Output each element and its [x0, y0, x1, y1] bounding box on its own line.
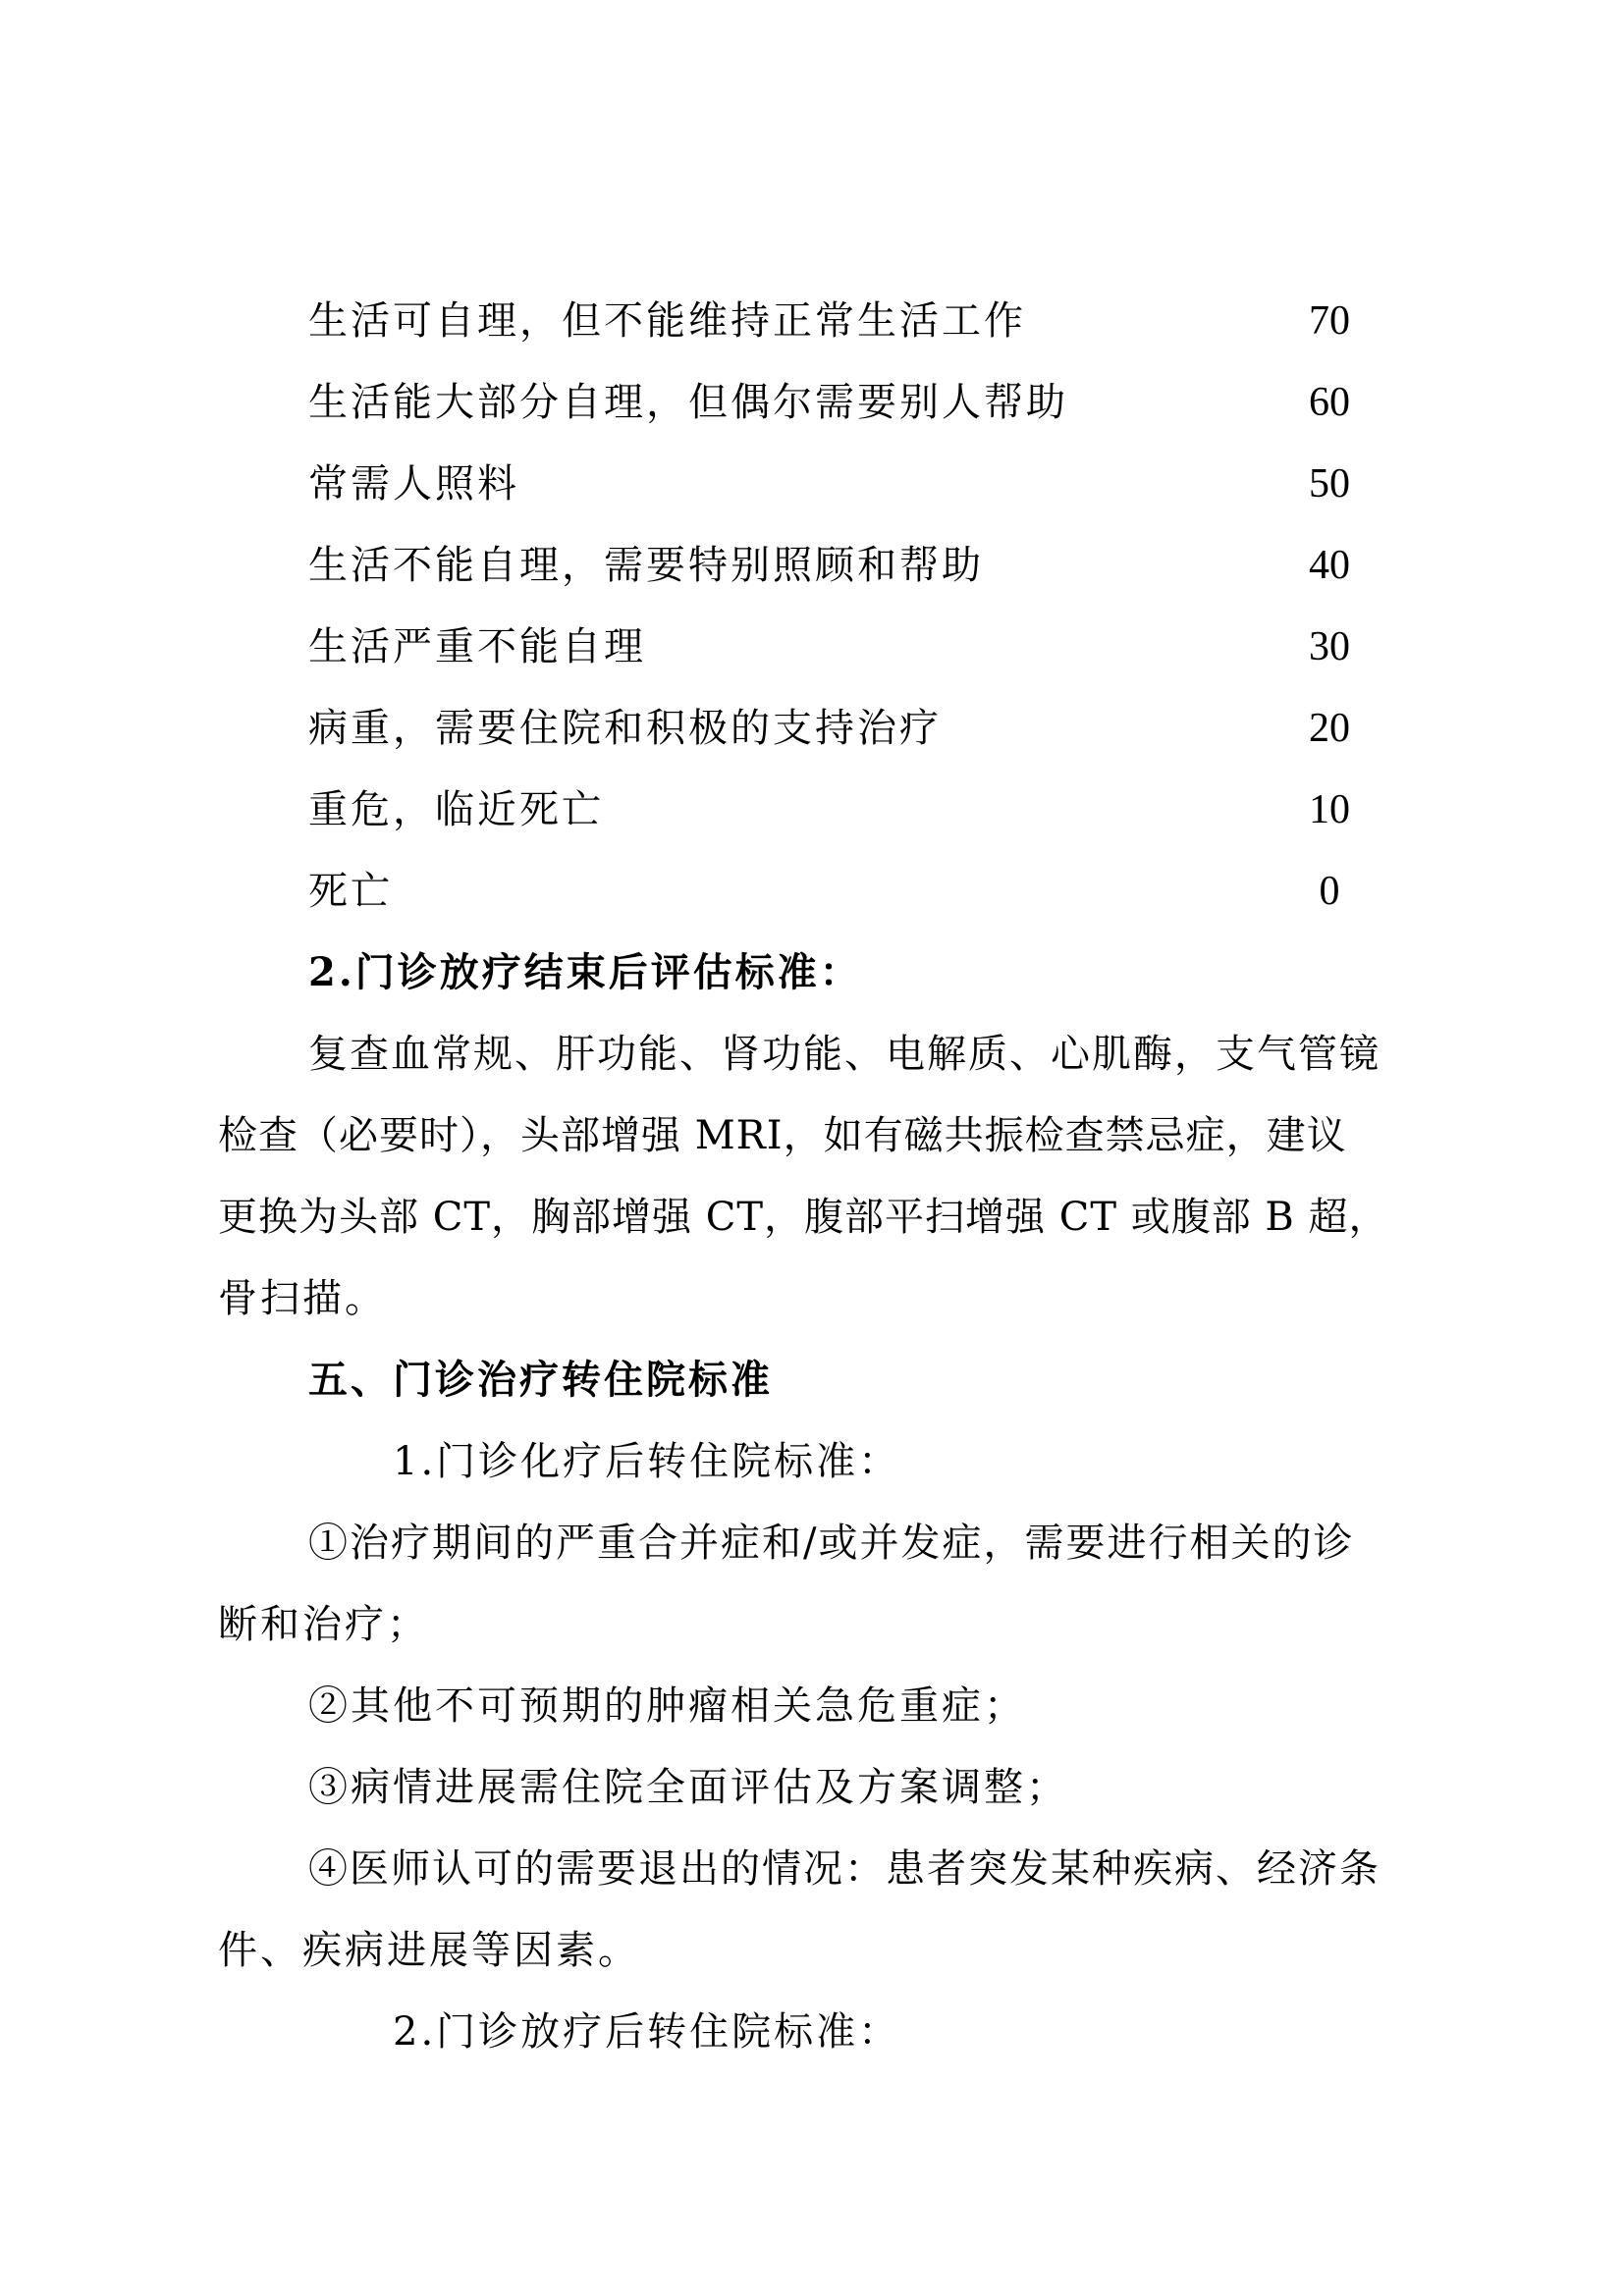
score-row-value: 30 [1309, 624, 1350, 669]
score-row-label: 生活可自理，但不能维持正常生活工作 [308, 298, 1026, 344]
score-row-label: 常需人照料 [308, 461, 519, 507]
score-row-value: 20 [1309, 706, 1350, 751]
score-row-value: 10 [1309, 787, 1350, 832]
score-row-label: 死亡 [308, 869, 393, 914]
list-item: ①治疗期间的严重合并症和/或并发症，需要进行相关的诊 [308, 1521, 1355, 1566]
score-row-value: 70 [1309, 298, 1350, 344]
section-heading: 五、门诊治疗转住院标准 [308, 1358, 773, 1403]
subsection-heading: 2.门诊放疗后转住院标准： [393, 2009, 901, 2055]
score-row-label: 生活能大部分自理，但偶尔需要别人帮助 [308, 380, 1068, 425]
list-item: ③病情进展需住院全面评估及方案调整； [308, 1765, 1068, 1810]
score-row-label: 重危，临近死亡 [308, 787, 604, 832]
score-row [308, 780, 1379, 839]
paragraph-line: 更换为头部 CT，胸部增强 CT，腹部平扫增强 CT 或腹部 B 超， [218, 1195, 1389, 1240]
score-row [308, 454, 1379, 513]
subsection-heading: 1.门诊化疗后转住院标准： [393, 1439, 901, 1484]
score-row-value: 0 [1319, 869, 1340, 914]
score-row-value: 60 [1309, 380, 1350, 425]
paragraph-line: 检查（必要时），头部增强 MRI，如有磁共振检查禁忌症，建议 [218, 1113, 1347, 1158]
score-row [308, 536, 1379, 595]
score-row [308, 862, 1379, 921]
paragraph-line: 骨扫描。 [218, 1276, 387, 1321]
score-row-label: 病重，需要住院和积极的支持治疗 [308, 706, 942, 751]
score-row-label: 生活严重不能自理 [308, 624, 646, 669]
section-heading: 2.门诊放疗结束后评估标准： [308, 949, 862, 995]
list-item-continuation: 件、疾病进展等因素。 [218, 1928, 640, 1973]
score-row-value: 50 [1309, 461, 1350, 507]
score-row [308, 617, 1379, 676]
score-row [308, 373, 1379, 432]
list-item: ④医师认可的需要退出的情况：患者突发某种疾病、经济条 [308, 1846, 1380, 1892]
list-item: ②其他不可预期的肿瘤相关急危重症； [308, 1683, 1026, 1729]
paragraph-line: 复查血常规、肝功能、肾功能、电解质、心肌酶，支气管镜 [308, 1032, 1380, 1077]
score-row-label: 生活不能自理，需要特别照顾和帮助 [308, 543, 984, 588]
score-row [308, 699, 1379, 758]
score-row [308, 292, 1379, 350]
list-item-continuation: 断和治疗； [218, 1602, 429, 1647]
score-row-value: 40 [1309, 543, 1350, 588]
